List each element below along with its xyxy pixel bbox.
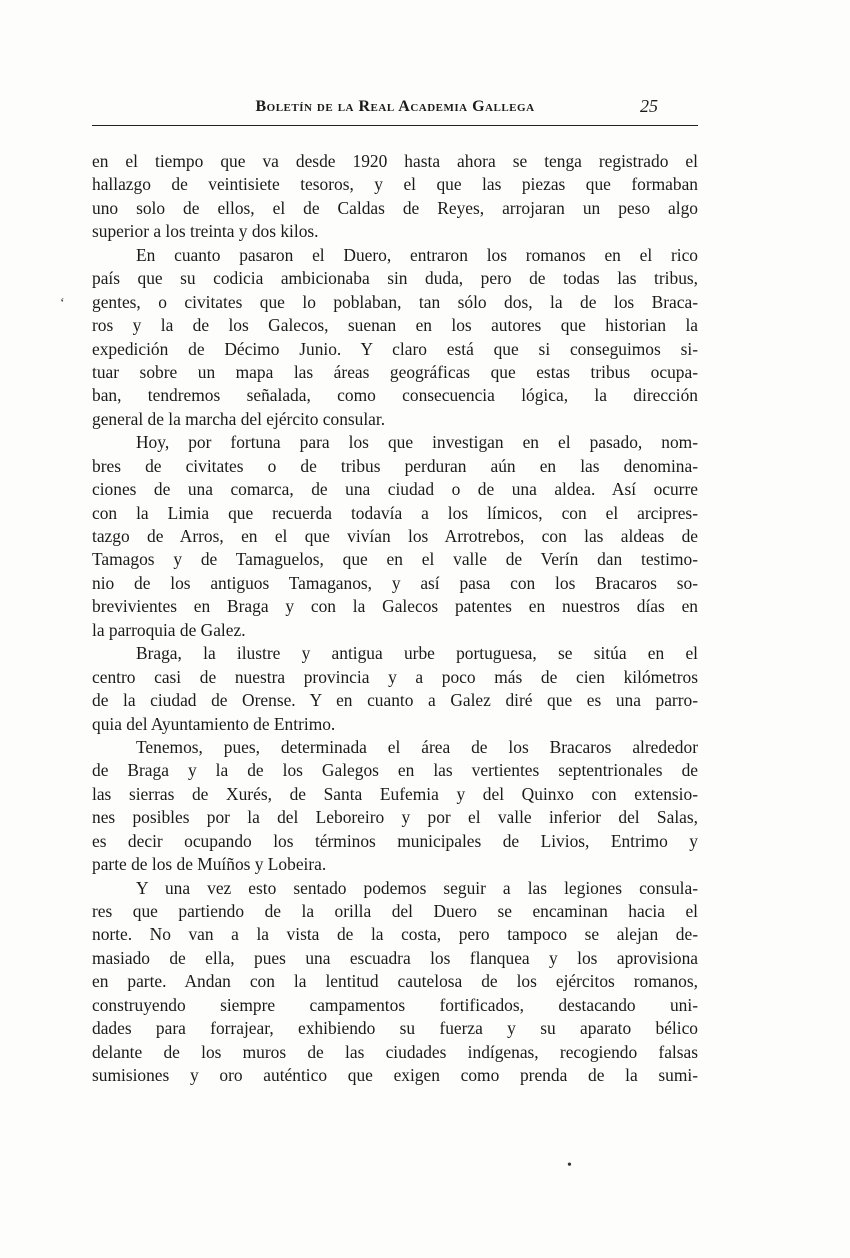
text-line: ciones de una comarca, de una ciudad o de una aldea. Así ocurre — [92, 479, 698, 500]
text-line: tuar sobre un mapa las áreas geográficas que estas tribus ocupa- — [92, 361, 698, 382]
text-line: ban, tendremos señalada, como consecuencia lógica, la dirección — [92, 385, 698, 406]
text-line: las sierras de Xurés, de Santa Eufemia y del Quinxo con extensio- — [92, 783, 698, 804]
text-line: dades para forrajear, exhibiendo su fuerza y su aparato bélico — [92, 1018, 698, 1039]
text-line: bres de civitates o de tribus perduran aún en las denomina- — [92, 455, 698, 476]
text-line: con la Limia que recuerda todavía a los límicos, con el arcipres- — [92, 502, 698, 523]
text-line: masiado de ella, pues una escuadra los flanquea y los aprovisiona — [92, 947, 698, 968]
page-number: 25 — [640, 96, 658, 116]
text-line: Y una vez esto sentado podemos seguir a las legiones consula- — [136, 877, 698, 898]
text-line: norte. No van a la vista de la costa, pero tampoco se alejan de- — [92, 924, 698, 945]
text-line: sumisiones y oro auténtico que exigen como prenda de la sumi- — [92, 1065, 698, 1086]
paragraph — [92, 150, 698, 244]
text-line: construyendo siempre campamentos fortificados, destacando uni- — [92, 994, 698, 1015]
text-line: en el tiempo que va desde 1920 hasta ahora se tenga registrado el — [92, 151, 698, 171]
running-title: Boletín de la Real Academia Gallega — [255, 98, 535, 115]
text-line: nes posibles por la del Leboreiro y por el valle inferior del Salas, — [92, 807, 698, 828]
text-line: res que partiendo de la orilla del Duero se encaminan hacia el — [92, 901, 698, 921]
text-line: quia del Ayuntamiento de Entrimo. — [92, 713, 336, 734]
paragraph — [92, 244, 698, 432]
paragraph — [92, 877, 698, 1088]
text-line: delante de los muros de las ciudades indígenas, recogiendo falsas — [92, 1041, 698, 1062]
text-line: Tenemos, pues, determinada el área de los Bracaros alrededor — [136, 736, 698, 757]
text-line: centro casi de nuestra provincia y a poco más de cien kilómetros — [92, 666, 698, 687]
text-line: Braga, la ilustre y antigua urbe portuguesa, se sitúa en el — [136, 643, 698, 664]
text-line: general de la marcha del ejército consular. — [92, 408, 386, 429]
text-line: uno solo de ellos, el de Caldas de Reyes, arrojaran un peso algo — [92, 197, 698, 218]
text-line: gentes, o civitates que lo poblaban, tan sólo dos, la de los Braca- — [92, 291, 698, 312]
text-line: ros y la de los Galecos, suenan en los autores que historian la — [92, 315, 698, 336]
paragraph — [92, 642, 698, 736]
margin-mark: ‘ — [60, 296, 65, 311]
text-line: nio de los antiguos Tamaganos, y así pasa con los Bracaros so- — [92, 572, 698, 593]
text-line: parte de los de Muíños y Lobeira. — [92, 854, 327, 875]
bottom-mark: • — [567, 1158, 572, 1173]
text-line: brevivientes en Braga y con la Galecos patentes en nuestros días en — [92, 596, 698, 617]
body-text — [92, 150, 698, 1088]
paragraph — [92, 431, 698, 642]
text-line: Hoy, por fortuna para los que investigan en el pasado, nom- — [136, 432, 698, 453]
header-rule — [92, 125, 698, 126]
text-line: expedición de Décimo Junio. Y claro está que si conseguimos si- — [92, 338, 698, 359]
text-line: país que su codicia ambicionaba sin duda, pero de todas las tribus, — [92, 268, 698, 289]
text-line: la parroquia de Galez. — [92, 619, 246, 640]
text-line: de la ciudad de Orense. Y en cuanto a Galez diré que es una parro- — [92, 690, 698, 711]
text-line: tazgo de Arros, en el que vivían los Arrotrebos, con las aldeas de — [92, 526, 698, 546]
text-line: superior a los treinta y dos kilos. — [92, 221, 319, 242]
text-line: de Braga y la de los Galegos en las vertientes septentrionales de — [92, 760, 698, 781]
text-line: hallazgo de veintisiete tesoros, y el que las piezas que formaban — [92, 174, 698, 195]
paragraph — [92, 736, 698, 877]
text-line: en parte. Andan con la lentitud cautelosa de los ejércitos romanos, — [92, 971, 698, 992]
text-line: En cuanto pasaron el Duero, entraron los romanos en el rico — [136, 244, 698, 265]
page-header — [92, 98, 698, 124]
text-line: es decir ocupando los términos municipales de Livios, Entrimo y — [92, 830, 698, 851]
text-line: Tamagos y de Tamaguelos, que en el valle de Verín dan testimo- — [92, 549, 698, 570]
